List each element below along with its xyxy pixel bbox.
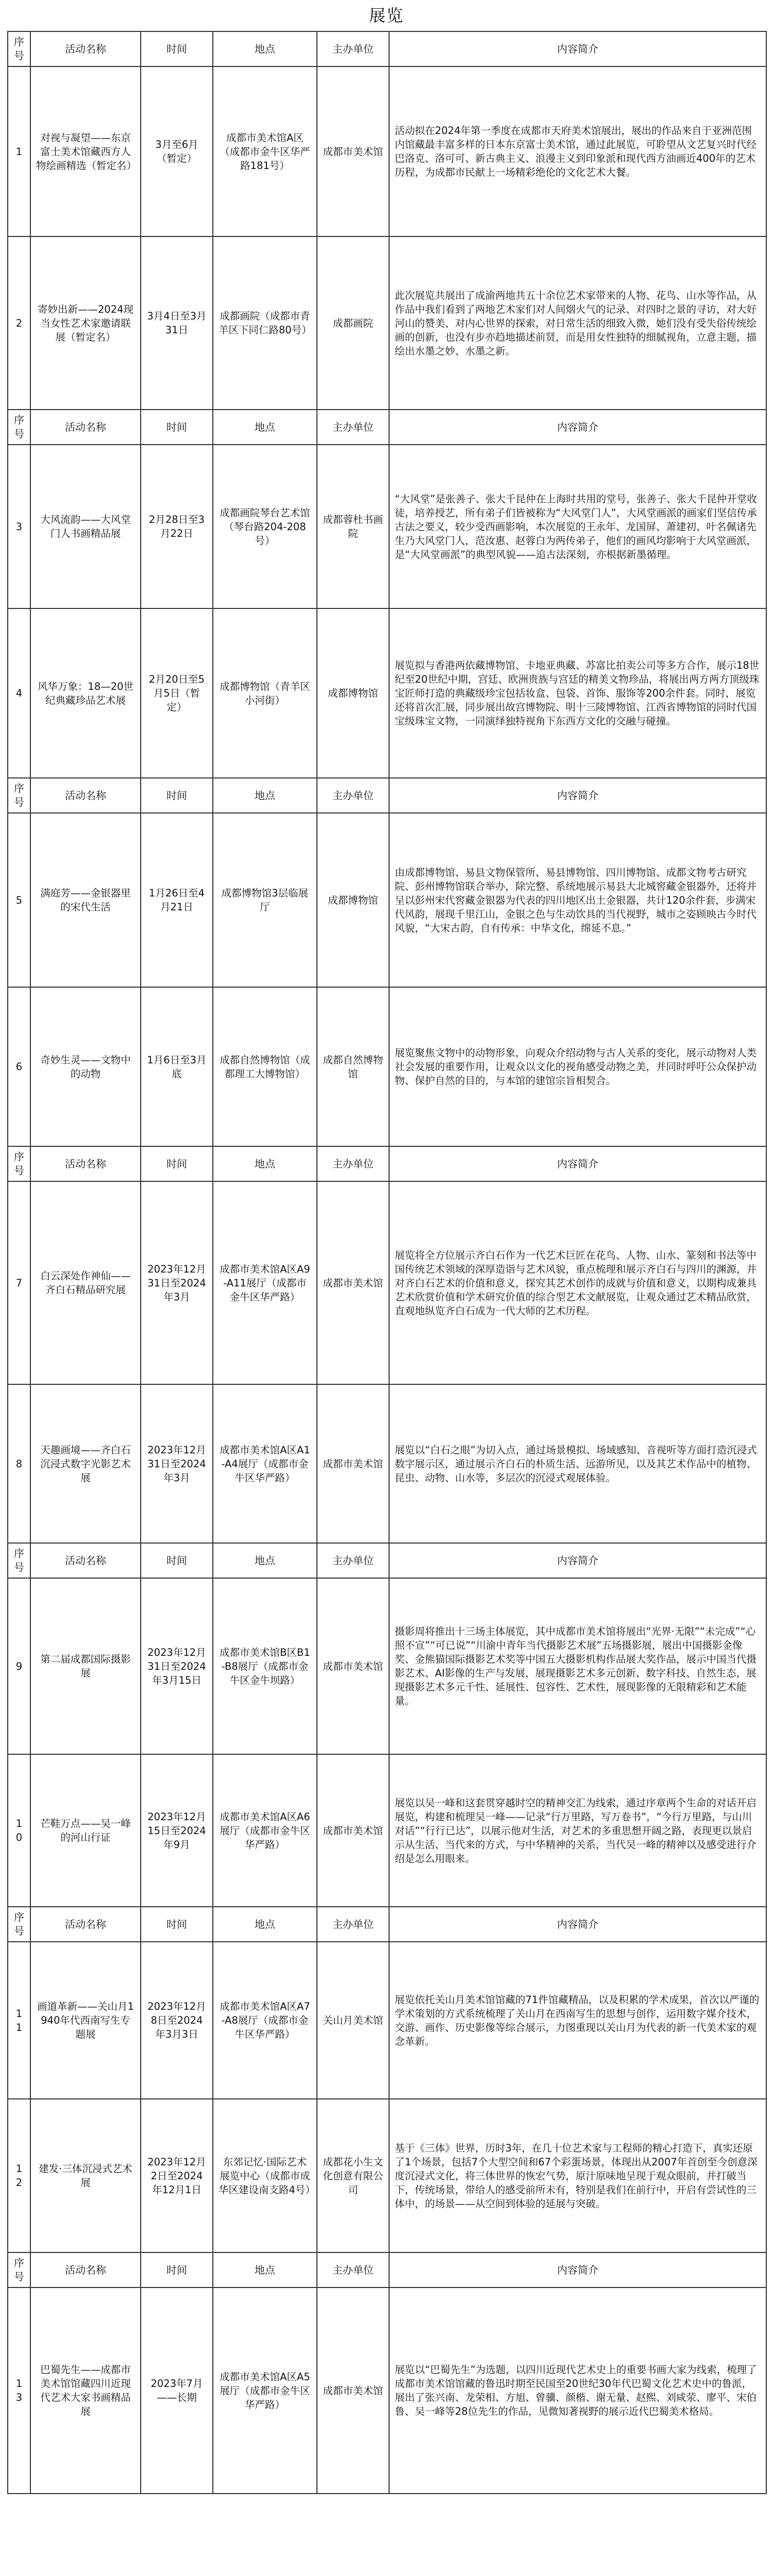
- cell-time: 2023年12月15日至2024年9月: [141, 1754, 213, 1907]
- cell-time: 3月至6月（暂定）: [141, 66, 213, 236]
- header-no: 序号: [8, 31, 30, 66]
- cell-place: 成都自然博物馆（成都理工大博物馆）: [213, 987, 317, 1146]
- cell-name: 建发·三体沉浸式艺术展: [30, 2099, 141, 2252]
- cell-no: 9: [8, 1578, 30, 1754]
- cell-desc: 展览将全方位展示齐白石作为一代艺术巨匠在花鸟、人物、山水、篆刻和书法等中国传统艺术领域的深厚造诣与艺术风貌，重点梳理和展示齐白石与四川的渊源，并对齐白石艺术的价值和意义，探究其艺术创作的成就与价值和意义，以期构成兼具艺术欣赏价值和学术研究价值的综合型艺术文献展览，让观众通过艺术精品欣赏，直观地纵览齐白石成为一代大师的艺术历程。: [389, 1181, 766, 1384]
- cell-name: 第二届成都国际摄影展: [30, 1578, 141, 1754]
- table-row: [8, 987, 766, 1146]
- cell-place: 成都市美术馆A区A6展厅（成都市金牛区华严路）: [213, 1754, 317, 1907]
- cell-no: 1: [8, 66, 30, 236]
- header-no: 序号: [8, 778, 30, 813]
- cell-time: 2月28日至3月22日: [141, 445, 213, 608]
- cell-host: 成都自然博物馆: [317, 987, 389, 1146]
- cell-desc: 活动拟在2024年第一季度在成都市天府美术馆展出，展出的作品来自于亚洲范围内馆藏最丰富多样的日本东京富士美术馆，通过此展览，可聆望从文艺复兴时代经巴洛克、洛可可、新古典主义、浪漫主义到印象派和现代西方油画近400年的艺术历程，为成都市民献上一场精彩绝伦的文化艺术大餐。: [389, 66, 766, 236]
- table-row: [8, 813, 766, 987]
- cell-host: 成都蓉杜书画院: [317, 445, 389, 608]
- header-name: 活动名称: [30, 1907, 141, 1942]
- exhibition-table: [7, 31, 767, 2494]
- header-host: 主办单位: [317, 1146, 389, 1181]
- cell-no: 13: [8, 2287, 30, 2494]
- cell-no: 8: [8, 1384, 30, 1543]
- cell-time: 2023年12月31日至2024年3月: [141, 1181, 213, 1384]
- header-host: 主办单位: [317, 1543, 389, 1578]
- header-desc: 内容简介: [389, 1146, 766, 1181]
- table-header-row: [8, 778, 766, 813]
- header-no: 序号: [8, 410, 30, 445]
- header-desc: 内容简介: [389, 31, 766, 66]
- cell-desc: 展览以“白石之眼”为切入点，通过场景模拟、场域感知、音视听等方面打造沉浸式数字展示区，通过展示齐白石的朴质生活、远游所见，以及其艺术作品中的植物、昆虫、动物、山水等，多层次的沉浸式观展体验。: [389, 1384, 766, 1543]
- cell-name: 巴蜀先生——成都市美术馆馆藏四川近现代艺术大家书画精品展: [30, 2287, 141, 2494]
- header-place: 地点: [213, 31, 317, 66]
- cell-time: 2023年12月2日至2024年12月1日: [141, 2099, 213, 2252]
- table-row: [8, 608, 766, 778]
- cell-host: 成都市美术馆: [317, 66, 389, 236]
- cell-name: 寄妙出新——2024现当女性艺术家邀请联展（暂定名）: [30, 236, 141, 410]
- header-place: 地点: [213, 410, 317, 445]
- table-body: [8, 31, 766, 2494]
- table-header-row: [8, 1146, 766, 1181]
- header-place: 地点: [213, 1543, 317, 1578]
- cell-host: 成都市美术馆: [317, 2287, 389, 2494]
- cell-place: 成都市美术馆A区A5展厅（成都市金牛区华严路）: [213, 2287, 317, 2494]
- cell-place: 成都市美术馆A区A1-A4展厅（成都市金牛区华严路）: [213, 1384, 317, 1543]
- header-place: 地点: [213, 2252, 317, 2287]
- header-name: 活动名称: [30, 1543, 141, 1578]
- header-host: 主办单位: [317, 410, 389, 445]
- cell-desc: 展览以“巴蜀先生”为选题，以四川近现代艺术史上的重要书画大家为线索，梳理了成都市美术馆馆藏的鲁迅时期至民国至20世纪30年代巴蜀文化艺术史中的鲁派，展出了张兴南、龙荣相、方旭、曾骥、颜楷、谢无量、赵熙、刘咸荥、廖平、宋伯鲁、吴一峰等28位先生的作品，见微知著视野的展示近代巴蜀美术格局。: [389, 2287, 766, 2494]
- header-name: 活动名称: [30, 31, 141, 66]
- cell-desc: 展览聚焦文物中的动物形象，向观众介绍动物与古人关系的变化，展示动物对人类社会发展的重要作用，让观众以文化的视角感受动物之美，并同时呼吁公众保护动物、保护自然的目的，与本馆的建馆宗旨相契合。: [389, 987, 766, 1146]
- header-host: 主办单位: [317, 31, 389, 66]
- cell-place: 成都博物馆（青羊区小河街）: [213, 608, 317, 778]
- cell-name: 芒鞋万点——吴一峰的河山行证: [30, 1754, 141, 1907]
- cell-name: 满庭芳——金银器里的宋代生活: [30, 813, 141, 987]
- cell-host: 成都博物馆: [317, 813, 389, 987]
- cell-host: 成都画院: [317, 236, 389, 410]
- cell-place: 成都博物馆3层临展厅: [213, 813, 317, 987]
- header-host: 主办单位: [317, 778, 389, 813]
- header-desc: 内容简介: [389, 778, 766, 813]
- cell-no: 6: [8, 987, 30, 1146]
- cell-host: 成都市美术馆: [317, 1181, 389, 1384]
- cell-desc: 此次展览共展出了成渝两地共五十余位艺术家带来的人物、花鸟、山水等作品，从作品中我们看到了两地艺术家们对人间烟火气的记录、对四时之景的寻访，对大好河山的赞美、对内心世界的探索，对日常生活的细致入微，她们没有受失俗传统绘画的创新，也没有步亦趋地描述前贤，而是用女性独特的细腻视角，立意主题，描绘出水墨之妙、水墨之新。: [389, 236, 766, 410]
- header-no: 序号: [8, 1543, 30, 1578]
- cell-name: 大风流韵——大风堂门人书画精品展: [30, 445, 141, 608]
- cell-desc: 展览以吴一峰和这套贯穿越时空的精神交汇为线索，通过序章两个生命的对话开启展览，构建和梳理吴一峰——记录“行万里路，写万卷书”，“今行万里路，与山川对话”“行行已达”，以展示他对生活，对艺术的多重思想开阔之路，表现更以景启示从生活、当代来的方式，与中华精神的关系，当代吴一峰的精神以及感受进行介绍是怎么用眼来。: [389, 1754, 766, 1907]
- header-place: 地点: [213, 1146, 317, 1181]
- table-row: [8, 236, 766, 410]
- header-time: 时间: [141, 1146, 213, 1181]
- cell-time: 2023年12月31日至2024年3月15日: [141, 1578, 213, 1754]
- header-no: 序号: [8, 1146, 30, 1181]
- table-header-row: [8, 410, 766, 445]
- cell-no: 2: [8, 236, 30, 410]
- cell-no: 3: [8, 445, 30, 608]
- cell-time: 1月6日至3月底: [141, 987, 213, 1146]
- table-row: [8, 2099, 766, 2252]
- cell-desc: 基于《三体》世界，历时3年，在几十位艺术家与工程师的精心打造下，真实还原了1个场景，包括7个大型空间和67个彩蛋场景，体现出从2007年首创至今创意深度沉浸式文化，将三体世界的恢宏气势，原汁原味地呈现于观众眼前，并打破当下，传统场景，带给人的感受前所未有，特别是我们在前行中，开启有尝试性的三体中，的场景——从空间到体验的延展与突破。: [389, 2099, 766, 2252]
- table-row: [8, 445, 766, 608]
- table-header-row: [8, 1907, 766, 1942]
- header-desc: 内容简介: [389, 1907, 766, 1942]
- cell-place: 成都市美术馆A区（成都市金牛区华严路181号）: [213, 66, 317, 236]
- header-name: 活动名称: [30, 778, 141, 813]
- header-name: 活动名称: [30, 1146, 141, 1181]
- header-time: 时间: [141, 1543, 213, 1578]
- cell-host: 成都花小生文化创意有限公司: [317, 2099, 389, 2252]
- cell-desc: 展览依托关山月美术馆馆藏的71件馆藏精品，以及积累的学术成果，首次以严谨的学术策划的方式系统梳理了关山月在西南写生的思想与创作，运用数字媒介技术，交游、画作、历史影像等综合展示，力图重现以关山月为代表的新一代美术家的观念革新。: [389, 1942, 766, 2099]
- cell-name: 天趣画境——齐白石沉浸式数字光影艺术展: [30, 1384, 141, 1543]
- header-no: 序号: [8, 1907, 30, 1942]
- table-header-row: [8, 31, 766, 66]
- cell-no: 4: [8, 608, 30, 778]
- cell-place: 成都市美术馆A区A9-A11展厅（成都市金牛区华严路）: [213, 1181, 317, 1384]
- header-time: 时间: [141, 410, 213, 445]
- cell-desc: 由成都博物馆、易县文物保管所、易县博物馆、四川博物馆、成都文物考古研究院、彭州博物馆联合举办，除完整、系统地展示易县大北城窖藏金银器外，还将并呈以彭州宋代窖藏金银器为代表的四川地区出土金银器，共计120余件套，步满宋代风韵，展现千里江山，金银之色与生动饮具的当代视野，城市之姿顾映古今时代风貌，“大宋古韵，自有传承：中华文化，绵延不息。”: [389, 813, 766, 987]
- cell-name: 风华万象：18—20世纪典藏珍品艺术展: [30, 608, 141, 778]
- cell-host: 成都市美术馆: [317, 1578, 389, 1754]
- table-row: [8, 1754, 766, 1907]
- cell-host: 成都市美术馆: [317, 1754, 389, 1907]
- cell-place: 成都市美术馆B区B1-B8展厅（成都市金牛区金牛坝路）: [213, 1578, 317, 1754]
- cell-no: 7: [8, 1181, 30, 1384]
- header-time: 时间: [141, 31, 213, 66]
- table-row: [8, 1181, 766, 1384]
- header-place: 地点: [213, 778, 317, 813]
- header-desc: 内容简介: [389, 1543, 766, 1578]
- page-title: 展览: [368, 6, 404, 25]
- header-time: 时间: [141, 1907, 213, 1942]
- cell-name: 画道革新——关山月1940年代西南写生专题展: [30, 1942, 141, 2099]
- header-name: 活动名称: [30, 410, 141, 445]
- header-desc: 内容简介: [389, 2252, 766, 2287]
- cell-host: 成都博物馆: [317, 608, 389, 778]
- cell-time: 1月26日至4月21日: [141, 813, 213, 987]
- header-place: 地点: [213, 1907, 317, 1942]
- table-row: [8, 1942, 766, 2099]
- cell-time: 2月20日至5月5日（暂定）: [141, 608, 213, 778]
- cell-place: 成都画院琴台艺术馆（琴台路204-208号）: [213, 445, 317, 608]
- table-row: [8, 2287, 766, 2494]
- table-row: [8, 66, 766, 236]
- cell-desc: “大风堂”是张善子、张大千昆仲在上海时共用的堂号，张善子、张大千昆仲开堂收徒，培养授艺，所有弟子们皆被称为“大风堂门人”，大风堂画派的画家们坚信传承古法之要义，较少受西画影响，本次展览的王永年、龙国屏、萧建初、叶名佩诸先生乃大风堂门人，范汝惠、赵蓉白为两传弟子，他们的画风均影响于大风堂画派，是“大风堂画派”的典型风貌——追古法深刻，亦根据新墨循理。: [389, 445, 766, 608]
- cell-place: 东郊记忆·国际艺术展览中心（成都市成华区建设南支路4号）: [213, 2099, 317, 2252]
- header-name: 活动名称: [30, 2252, 141, 2287]
- cell-name: 白云深处作神仙——齐白石精品研究展: [30, 1181, 141, 1384]
- cell-host: 成都市美术馆: [317, 1384, 389, 1543]
- cell-time: 3月4日至3月31日: [141, 236, 213, 410]
- cell-no: 5: [8, 813, 30, 987]
- table-row: [8, 1578, 766, 1754]
- cell-host: 关山月美术馆: [317, 1942, 389, 2099]
- cell-no: 11: [8, 1942, 30, 2099]
- cell-time: 2023年7月——长期: [141, 2287, 213, 2494]
- header-time: 时间: [141, 2252, 213, 2287]
- cell-name: 奇妙生灵——文物中的动物: [30, 987, 141, 1146]
- header-host: 主办单位: [317, 1907, 389, 1942]
- cell-time: 2023年12月8日至2024年3月3日: [141, 1942, 213, 2099]
- cell-desc: 展览拟与香港两依藏博物馆、卡地亚典藏、苏富比拍卖公司等多方合作，展示18世纪至20世纪中期，宫廷、欧洲贵族与宫廷的精美文物珍品，将展出两方两方顶级珠宝匠师打造的典藏级珍宝包括妆盒、包袋、首饰、服饰等200余件套。同时，展览还将首次汇展，同步展出故宫博物院、明十三陵博物馆、江西省博物馆的同时代国宝级珠宝文物，一同演绎独特视角下东西方文化的交融与碰撞。: [389, 608, 766, 778]
- table-header-row: [8, 1543, 766, 1578]
- cell-place: 成都市美术馆A区A7-A8展厅（成都市金牛区华严路）: [213, 1942, 317, 2099]
- cell-desc: 摄影周将推出十三场主体展览，其中成都市美术馆将展出“光界·无限”“未完成”“心照不宣”“可已说”“川渝中青年当代摄影艺术展”五场摄影展，展出中国摄影金像奖、金熊猫国际摄影艺术奖等中国五大摄影机构作品展大奖作品，展示中国当代摄影艺术、AI影像的生产与发展，展现摄影艺术多元创新、数字科技、自然生态，展现摄影艺术多元千性、延展性、包容性、艺术性，展现影像的无限精彩和艺术能量。: [389, 1578, 766, 1754]
- cell-time: 2023年12月31日至2024年3月: [141, 1384, 213, 1543]
- cell-no: 10: [8, 1754, 30, 1907]
- header-desc: 内容简介: [389, 410, 766, 445]
- header-host: 主办单位: [317, 2252, 389, 2287]
- header-no: 序号: [8, 2252, 30, 2287]
- cell-name: 对视与凝望——东京富士美术馆藏西方人物绘画精选（暂定名）: [30, 66, 141, 236]
- cell-no: 12: [8, 2099, 30, 2252]
- table-header-row: [8, 2252, 766, 2287]
- header-time: 时间: [141, 778, 213, 813]
- table-row: [8, 1384, 766, 1543]
- cell-place: 成都画院（成都市青羊区下同仁路80号）: [213, 236, 317, 410]
